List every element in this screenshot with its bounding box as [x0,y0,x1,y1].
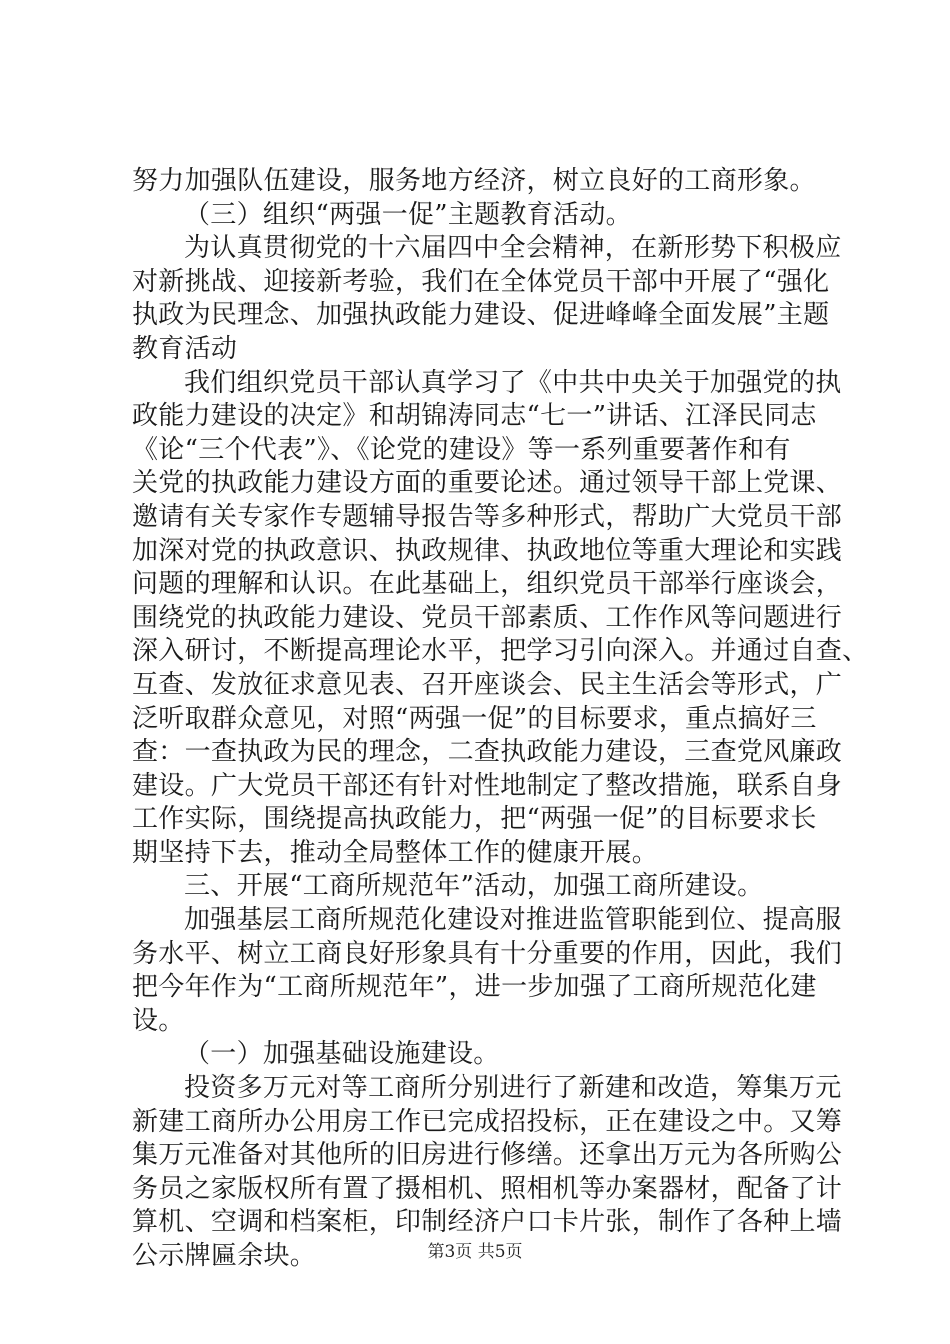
text-line: 围绕党的执政能力建设、党员干部素质、工作作风等问题进行 [132,602,843,633]
text-line: 务员之家版权所有置了摄相机、照相机等办案器材，配备了计 [132,1173,843,1204]
text-line: 为认真贯彻党的十六届四中全会精神，在新形势下积极应 [184,233,842,264]
document-body [132,165,869,1274]
text-line: 我们组织党员干部认真学习了《中共中央关于加强党的执 [184,367,842,398]
text-line: 泛听取群众意见，对照“两强一促”的目标要求，重点搞好三 [132,703,817,734]
text-line: （三）组织“两强一促”主题教育活动。 [184,199,632,230]
text-line: 加强基层工商所规范化建设对推进监管职能到位、提高服 [184,905,842,936]
text-line: 对新挑战、迎接新考验，我们在全体党员干部中开展了“强化 [132,266,830,297]
text-line: 《论“三个代表”》、《论党的建设》等一系列重要著作和有 [132,434,791,465]
text-line: 三、开展“工商所规范年”活动，加强工商所建设。 [184,871,764,902]
text-line: 教育活动 [132,333,238,364]
text-line: 设。 [132,1005,185,1036]
page-footer [0,1240,950,1264]
text-line: 政能力建设的决定》和胡锦涛同志“七一”讲话、江泽民同志 [132,401,817,432]
text-line: 深入研讨，不断提高理论水平，把学习引向深入。并通过自查、 [132,636,869,667]
text-line: 投资多万元对等工商所分别进行了新建和改造，筹集万元 [184,1073,842,1104]
text-line: 把今年作为“工商所规范年”，进一步加强了工商所规范化建 [132,972,817,1003]
text-line: 执政为民理念、加强执政能力建设、促进峰峰全面发展”主题 [132,300,830,331]
text-line: 建设。广大党员干部还有针对性地制定了整改措施，联系自身 [132,770,843,801]
text-line: 努力加强队伍建设，服务地方经济，树立良好的工商形象。 [132,166,816,196]
text-line: 工作实际，围绕提高执政能力，把“两强一促”的目标要求长 [132,804,817,835]
text-line: 查：一查执政为民的理念，二查执政能力建设，三查党风廉政 [132,737,843,768]
text-line: 加深对党的执政意识、执政规律、执政地位等重大理论和实践 [132,535,843,566]
text-line: 关党的执政能力建设方面的重要论述。通过领导干部上党课、 [132,468,843,499]
text-line: 算机、空调和档案柜，印制经济户口卡片张，制作了各种上墙 [132,1207,843,1238]
text-line: 集万元准备对其他所的旧房进行修缮。还拿出万元为各所购公 [132,1140,843,1171]
text-line: 务水平、树立工商良好形象具有十分重要的作用，因此，我们 [132,938,843,969]
page-number-label: 第3页 共5页 [427,1242,523,1262]
text-line: 公示牌匾余块。 [132,1241,317,1271]
text-line: 邀请有关专家作专题辅导报告等多种形式，帮助广大党员干部 [132,501,843,532]
text-line: 互查、发放征求意见表、召开座谈会、民主生活会等形式，广 [132,669,843,700]
text-line: （一）加强基础设施建设。 [184,1039,500,1070]
text-line: 问题的理解和认识。在此基础上，组织党员干部举行座谈会， [132,569,843,600]
text-line: 期坚持下去，推动全局整体工作的健康开展。 [132,837,659,868]
text-line: 新建工商所办公用房工作已完成招投标，正在建设之中。又筹 [132,1106,843,1137]
